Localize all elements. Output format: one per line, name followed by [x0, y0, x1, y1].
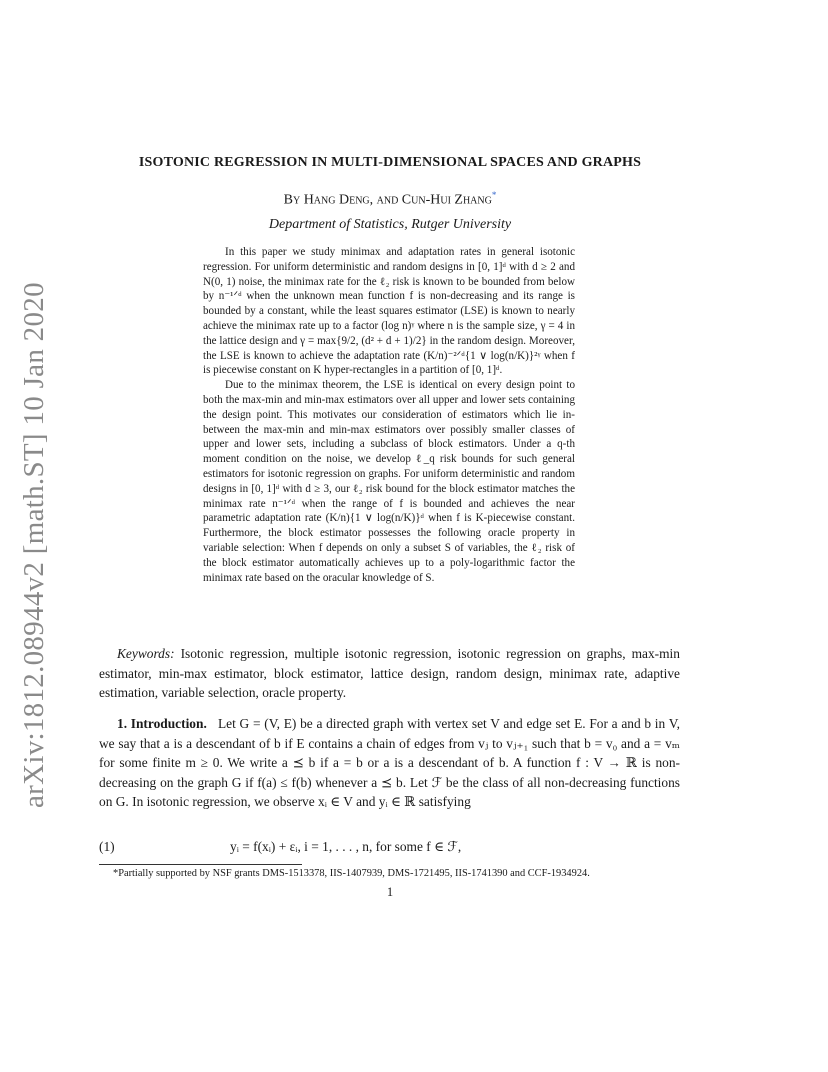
keywords-text: Isotonic regression, multiple isotonic regression, isotonic regression on graphs, max-min estimator, min-max estimator, block estimator, lattice design, random design, minimax rate, adaptive estimation, variable selection, oracle property.: [99, 646, 680, 700]
keywords-paragraph: [99, 644, 680, 703]
page-number: 1: [386, 885, 394, 899]
equation-number: (1): [99, 839, 115, 854]
keywords-label: Keywords:: [117, 646, 175, 661]
introduction-text: Let G = (V, E) be a directed graph with vertex set V and edge set E. For a and b in V, we say that a is a descendant of b if E contains a chain of edges from vⱼ to vⱼ₊₁ such that b = v₀ and a = vₘ for some finite m ≥ 0. We write a ⪯ b if a = b or a is a descendant of b. A function f : V → ℝ is non-decreasing on the graph G if f(a) ≤ f(b) whenever a ⪯ b. Let ℱ be the class of all non-decreasing functions on G. In isotonic regression, we observe xᵢ ∈ V and yᵢ ∈ ℝ satisfying: [99, 716, 680, 809]
abstract-paragraph: In this paper we study minimax and adaptation rates in general isotonic regression. For uniform deterministic and random designs in [0, 1]ᵈ with d ≥ 2 and N(0, 1) noise, the minimax rate for the ℓ₂ risk is known to be bounded from below by n⁻¹ᐟᵈ when the unknown mean function f is non-decreasing and its range is bounded by a constant, while the least squares estimator (LSE) is known to nearly achieve the minimax rate up to a factor (log n)ᵞ where n is the sample size, γ = 4 in the lattice design and γ = max{9/2, (d² + d + 1)/2} in the random design. Moreover, the LSE is known to achieve the adaptation rate (K/n)⁻²ᐟᵈ{1 ∨ log(n/K)}²ᵞ when f is piecewise constant on K hyper-rectangles in a partition of [0, 1]ᵈ.: [203, 246, 575, 377]
section-heading: 1. Introduction.: [117, 716, 207, 731]
abstract: [203, 245, 575, 585]
equation-body: yᵢ = f(xᵢ) + εᵢ, i = 1, . . . , n, for some f ∈ ℱ,: [230, 839, 462, 854]
funding-footnote: *Partially supported by NSF grants DMS-1513378, IIS-1407939, DMS-1721495, IIS-1741390 and CCF-1934924.: [113, 868, 590, 879]
footnote-divider: [99, 864, 302, 865]
paper-title: ISOTONIC REGRESSION IN MULTI-DIMENSIONAL SPACES AND GRAPHS: [138, 155, 642, 170]
author-names: By Hang Deng, and Cun-Hui Zhang: [283, 192, 492, 208]
introduction-paragraph: [99, 714, 680, 812]
affiliation: Department of Statistics, Rutger University: [268, 217, 512, 232]
abstract-paragraph: Due to the minimax theorem, the LSE is identical on every design point to both the max-min and min-max estimators over all upper and lower sets containing the design point. This motivates our consideration of estimators which lie in-between the max-min and min-max estimators over possibly smaller classes of upper and lower sets, including a subclass of block estimators. Under a q-th moment condition on the noise, we develop ℓ_q risk bounds for such general estimators for isotonic regression on graphs. For uniform deterministic and random designs in [0, 1]ᵈ with d ≥ 3, our ℓ₂ risk bound for the block estimator matches the minimax rate n⁻¹ᐟᵈ when the range of f is bounded and achieves the near parametric adaptation rate (K/n){1 ∨ log(n/K)}ᵈ when f is K-piecewise constant. Furthermore, the block estimator possesses the following oracle property in variable selection: When f depends on only a subset S of variables, the ℓ₂ risk of the block estimator automatically achieves up to a poly-logarithmic factor the minimax rate based on the oracular knowledge of S.: [203, 379, 575, 584]
author-line: [90, 190, 690, 209]
arxiv-identifier-stamp: arXiv:1812.08944v2 [math.ST] 10 Jan 2020: [18, 282, 50, 808]
author-footnote-mark[interactable]: *: [491, 190, 497, 200]
